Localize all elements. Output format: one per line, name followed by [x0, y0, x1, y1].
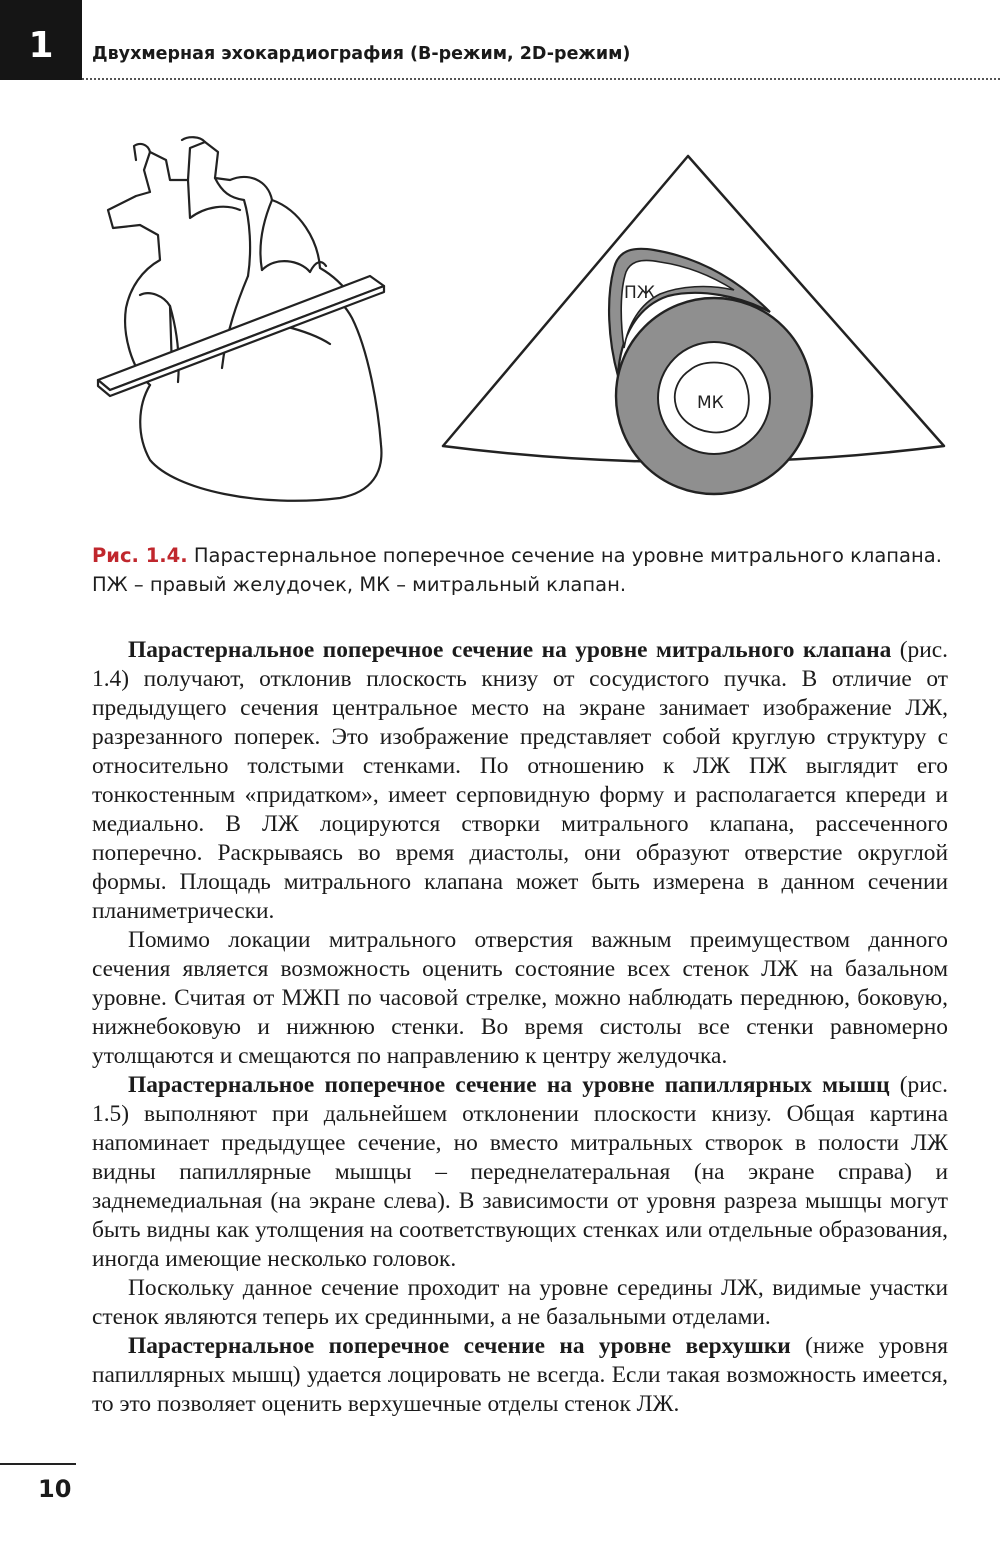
paragraph-3	[92, 1071, 948, 1274]
figure-caption-text: Парастернальное поперечное сечение на уровне митрального клапана. ПЖ – правый желудочек, МК – митральный клапан.	[92, 544, 942, 596]
paragraph-5-text: (ниже уровня папиллярных мышц) удается лоцировать не всегда. Если такая возможность имеется, то это позволяет оценить верхушечные отделы стенок ЛЖ.	[92, 1333, 948, 1417]
figure-illustration	[0, 100, 1000, 540]
paragraph-2: Помимо локации митрального отверстия важным преимуществом данного сечения является возможность оценить состояние всех стенок ЛЖ на базальном уровне. Считая от МЖП по часовой стрелке, можно наблюдать переднюю, боковую, нижнебоковую и нижнюю стенки. Во время систолы все стенки равномерно утолщаются и смещаются по направлению к центру желудочка.	[92, 927, 948, 1069]
echo-sector	[443, 156, 944, 494]
chapter-number-tab: 1	[0, 0, 82, 80]
figure-caption	[92, 541, 962, 599]
header-dotted-rule	[82, 78, 1000, 80]
paragraph-5	[92, 1332, 948, 1419]
body-text	[92, 636, 948, 1419]
figure-caption-label: Рис. 1.4.	[92, 544, 188, 567]
paragraph-1	[92, 636, 948, 926]
paragraph-1-heading: Парастернальное поперечное сечение на уровне митрального клапана	[128, 637, 892, 663]
page-number: 10	[38, 1475, 72, 1503]
paragraph-5-heading: Парастернальное поперечное сечение на уровне верхушки	[128, 1333, 791, 1359]
label-rv: ПЖ	[624, 283, 656, 303]
paragraph-3-text: (рис. 1.5) выполняют при дальнейшем отклонении плоскости книзу. Общая картина напоминает предыдущее сечение, но вместо митральных створок в полости ЛЖ видны папиллярные мышцы – переднелатеральная (на экране справа) и заднемедиальная (на экране слева). В зависимости от уровня разреза мышцы могут быть видны как утолщения на соответствующих стенках или отдельные образования, иногда имеющие несколько головок.	[92, 1072, 948, 1272]
paragraph-3-heading: Парастернальное поперечное сечение на уровне папиллярных мышц	[128, 1072, 890, 1098]
running-title: Двухмерная эхокардиография (В-режим, 2D-режим)	[92, 44, 631, 64]
footer-rule	[0, 1463, 76, 1465]
paragraph-4: Поскольку данное сечение проходит на уровне середины ЛЖ, видимые участки стенок являются теперь их срединными, а не базальными отделами.	[92, 1275, 948, 1330]
paragraph-1-text: (рис. 1.4) получают, отклонив плоскость книзу от сосудистого пучка. В отличие от предыдущего сечения центральное место на экране занимает изображение ЛЖ, разрезанного поперек. Это изображение представляет собой круглую структуру с относительно толстыми стенками. По отношению к ЛЖ ПЖ выглядит его тонкостенным «придатком», имеет серповидную форму и располагается кпереди и медиально. В ЛЖ лоцируются створки митрального клапана, рассеченного поперечно. Раскрываясь во время диастолы, они образуют отверстие округлой формы. Площадь митрального клапана может быть измерена в данном сечении планиметрически.	[92, 637, 948, 924]
label-mv: МК	[697, 393, 724, 413]
figure-1-4	[0, 100, 1000, 540]
heart-drawing	[98, 137, 384, 501]
